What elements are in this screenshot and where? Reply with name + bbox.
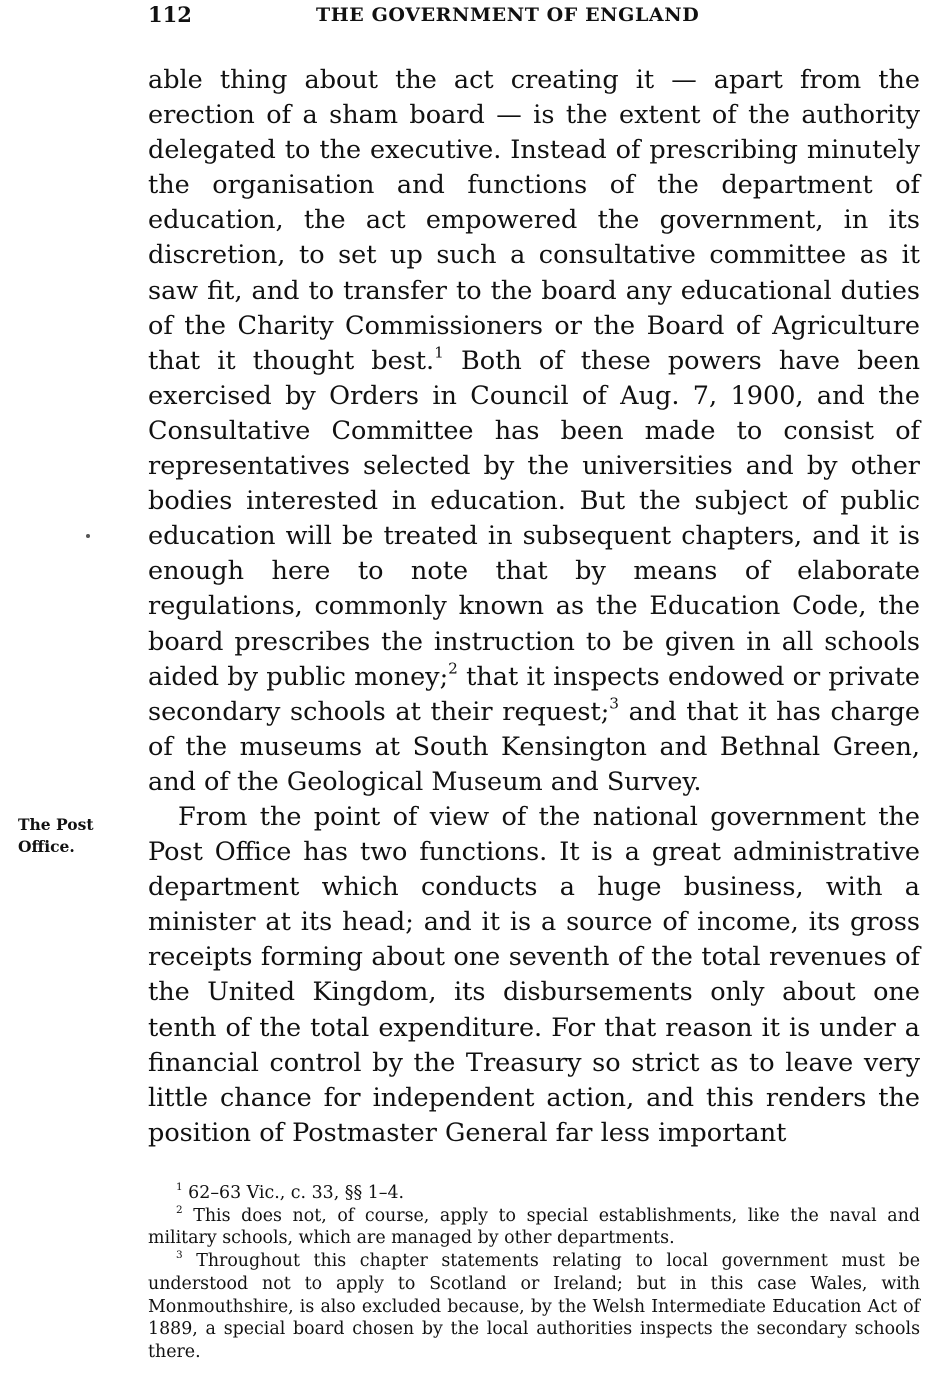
footnote-text-3: Throughout this chapter statements relating to local government must be understood not to apply to Scotland or Ireland; but in this case Wales, with Monmouthshire, is also excluded because, by the Welsh Intermediate Education Act of 1889, a special board chosen by the local authorities inspects the secondary schools there. [148, 1251, 920, 1362]
footnote-3 [148, 1250, 920, 1364]
footnote-2 [148, 1205, 920, 1250]
footnote-marker-1: 1 [176, 1181, 183, 1194]
footnote-ref-1: 1 [434, 343, 444, 362]
paragraph-1-text-b: Both of these powers have been exercised by Orders in Council of Aug. 7, 1900, and the Consultative Committee has been made to consist of representatives selected by the universities and by other bodies interested in education. But the subject of public education will be treated in subsequent chapters, and it is enough here to note that by means of elaborate regulations, commonly known as the Education Code, the board prescribes the instruction to be given in all schools aided by public money; [148, 345, 921, 692]
paragraph-1-text-c: that it inspects endowed or private secondary schools at their request; [148, 661, 920, 727]
paragraph-education-board [148, 63, 920, 800]
paragraph-post-office: From the point of view of the national government the Post Office has two functions. It is a great administrative department which conducts a huge business, with a minister at its head; and it is a source of income, its gross receipts forming about one seventh of the total revenues of the United Kingdom, its disbursements only about one tenth of the total expenditure. For that reason it is under a financial control by the Treasury so strict as to leave very little chance for independent action, and this renders the position of Postmaster General far less important [148, 801, 920, 1148]
paragraph-1-text-a: able thing about the act creating it — apart from the erection of a sham board — is the extent of the authority delegated to the executive. Instead of prescribing minutely the organisation and functions of the department of education, the act empowered the government, in its discretion, to set up such a consultative committee as it saw fit, and to transfer to the board any educational duties of the Charity Commissioners or the Board of Agriculture that it thought best. [148, 65, 920, 376]
margin-dot-mark [86, 534, 90, 538]
footnote-ref-2: 2 [448, 659, 458, 678]
footnote-text-2: This does not, of course, apply to special establishments, like the naval and military schools, which are managed by other departments. [148, 1205, 920, 1249]
page-header [148, 2, 920, 30]
footnote-text-1: 62–63 Vic., c. 33, §§ 1–4. [182, 1183, 405, 1203]
page-number: 112 [148, 2, 192, 27]
margin-note-line-1: The Post [18, 815, 94, 834]
footnote-marker-3: 3 [176, 1249, 183, 1262]
footnote-1 [148, 1182, 920, 1205]
footnote-marker-2: 2 [176, 1203, 183, 1216]
body-text [148, 63, 920, 1151]
footnote-ref-3: 3 [609, 694, 620, 713]
running-title: THE GOVERNMENT OF ENGLAND [316, 4, 700, 26]
margin-note [18, 814, 136, 858]
margin-note-line-2: Office. [18, 837, 75, 856]
footnotes [148, 1182, 920, 1364]
paragraph-1-text-d: and that it has charge of the museums at South Kensington and Bethnal Green, and of the Geological Museum and Survey. [148, 696, 920, 797]
